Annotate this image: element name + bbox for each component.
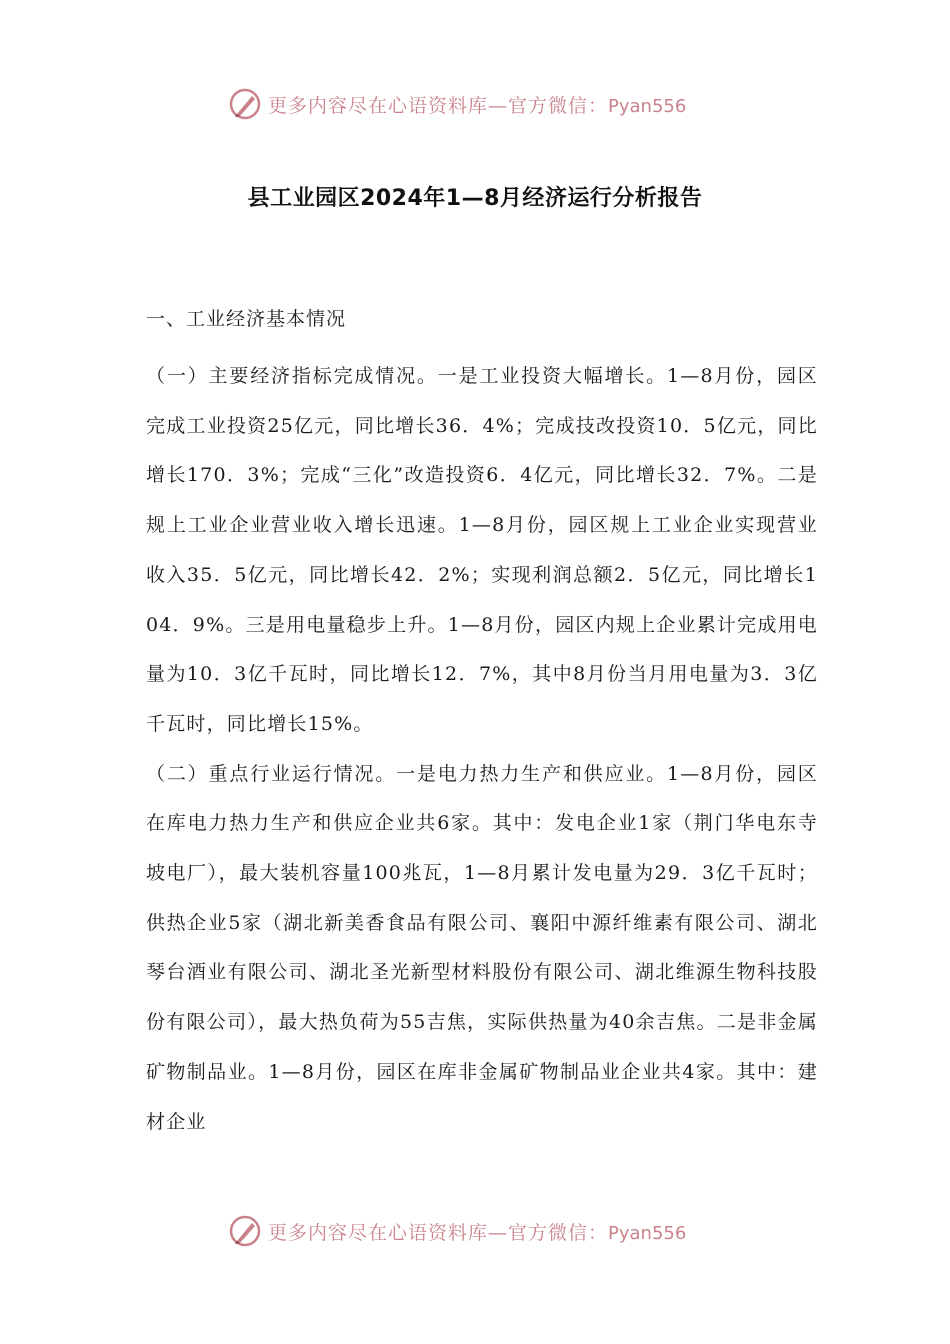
watermark-bottom	[228, 1213, 686, 1249]
watermark-text: 更多内容尽在心语资料库—官方微信：Pyan556	[268, 94, 687, 117]
watermark-text: 更多内容尽在心语资料库—官方微信：Pyan556	[268, 1221, 687, 1244]
pen-logo-icon	[228, 1214, 262, 1248]
paragraph-key-industries: （二）重点行业运行情况。一是电力热力生产和供应业。1—8月份，园区在库电力热力生产和供应企业共6家。其中：发电企业1家（荆门华电东寺坡电厂），最大装机容量100兆瓦，1—8月累计发电量为29．3亿千瓦时；供热企业5家（湖北新美香食品有限公司、襄阳中源纤维素有限公司、湖北琴台酒业有限公司、湖北圣光新型材料股份有限公司、湖北维源生物科技股份有限公司），最大热负荷为55吉焦，实际供热量为40余吉焦。二是非金属矿物制品业。1—8月份，园区在库非金属矿物制品业企业共4家。其中：建材企业	[146, 762, 818, 1133]
page-footer	[0, 1205, 950, 1255]
pen-logo-icon	[228, 87, 262, 121]
section-heading: 一、工业经济基本情况	[146, 308, 347, 330]
watermark-top	[228, 86, 686, 122]
paragraph-economic-indicators: （一）主要经济指标完成情况。一是工业投资大幅增长。1—8月份，园区完成工业投资25亿元，同比增长36．4%；完成技改投资10．5亿元，同比增长170．3%；完成“三化”改造投资6．4亿元，同比增长32．7%。二是规上工业企业营业收入增长迅速。1—8月份，园区规上工业企业实现营业收入35．5亿元，同比增长42．2%；实现利润总额2．5亿元，同比增长104．9%。三是用电量稳步上升。1—8月份，园区内规上企业累计完成用电量为10．3亿千瓦时，同比增长12．7%，其中8月份当月用电量为3．3亿千瓦时，同比增长15%。	[146, 365, 818, 735]
document-body	[146, 302, 818, 1147]
document-title: 县工业园区2024年1—8月经济运行分析报告	[247, 186, 703, 211]
page-header	[0, 78, 950, 128]
